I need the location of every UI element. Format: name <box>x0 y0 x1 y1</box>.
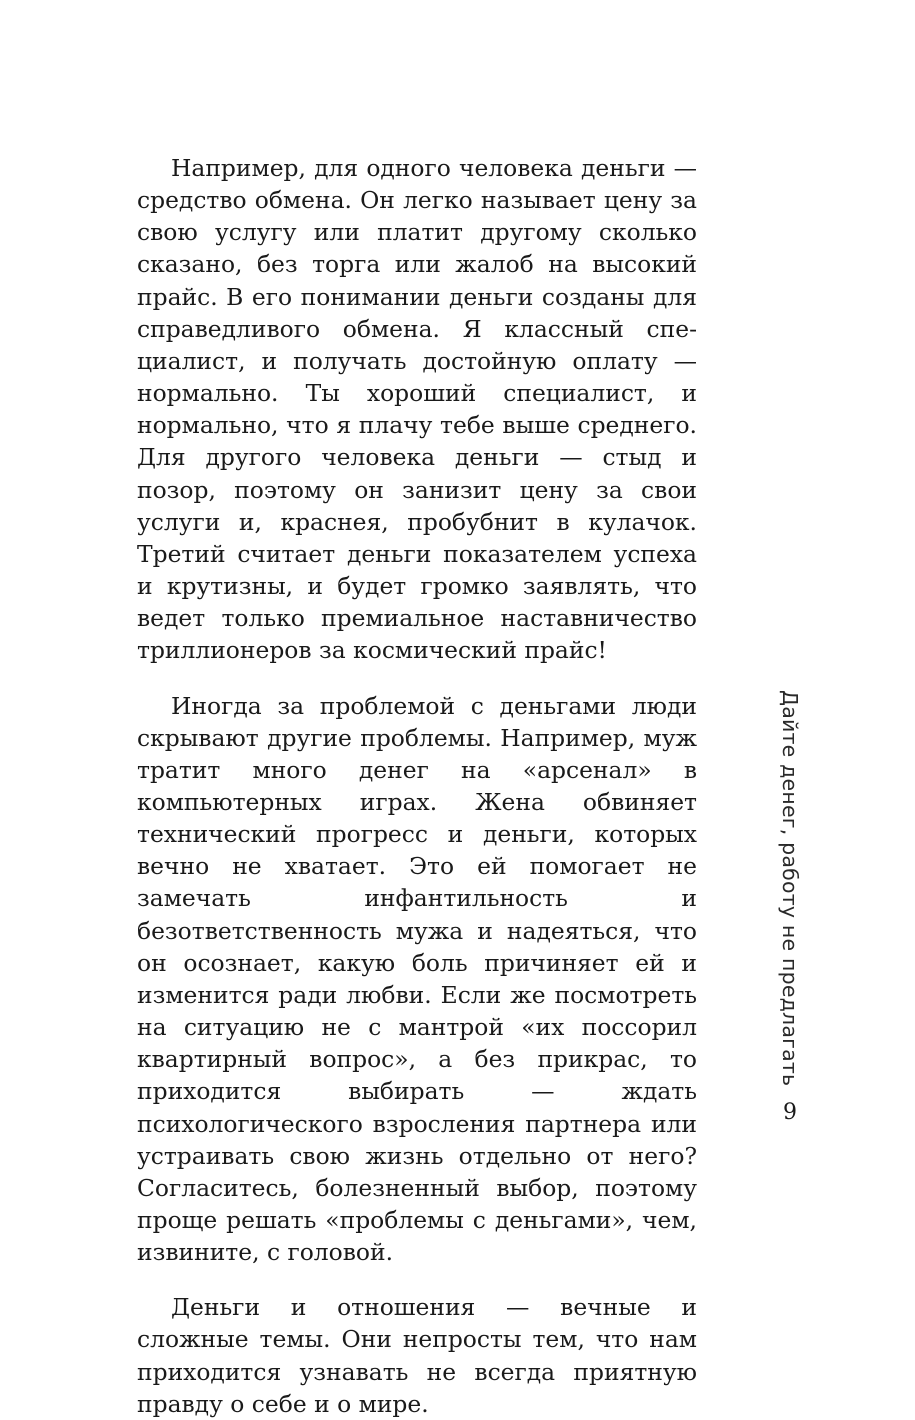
paragraph-1: Например, для одного человека деньги — средство обмена. Он легко называет цену за свою услугу или платит другому сколько сказано, без торга или жалоб на высокий прайс. В его понимании деньги созданы для справедливого обмена. Я классный специалист, и получать достойную оплату — нормально. Ты хороший специалист, и нормально, что я плачу тебе выше среднего. Для другого человека деньги — стыд и позор, поэтому он занизит цену за свои услуги и, краснея, пробубнит в кулачок. Третий считает деньги показателем успеха и крутизны, и будет громко заявлять, что ведет только премиальное наставничество триллионеров за космический прайс! <box>137 154 697 665</box>
paragraph-3: Деньги и отношения — вечные и сложные темы. Они непросты тем, что нам приходится узнавать не всегда приятную правду о себе и о мире. <box>137 1293 697 1418</box>
paragraph-2: Иногда за проблемой с деньгами люди скрывают другие проблемы. Например, муж тратит много денег на «арсенал» в компьютерных играх. Жена обвиняет технический прогресс и деньги, которых вечно не хватает. Это ей помогает не замечать инфантильность и безответственность мужа и надеяться, что он осознает, какую боль причиняет ей и изменится ради любви. Если же посмотреть на ситуацию не с мантрой «их поссорил квартирный вопрос», а без прикрас, то приходится выбирать — ждать психологического взросления партнера или устраивать свою жизнь отдельно от него? Согласитесь, болезненный выбор, поэтому проще решать «проблемы с деньгами», чем, извините, с головой. <box>137 691 697 1267</box>
page-number: 9 <box>783 1100 797 1125</box>
body-text <box>137 152 697 1420</box>
running-title-text: Дайте денег, работу не предлагать <box>778 690 802 1087</box>
